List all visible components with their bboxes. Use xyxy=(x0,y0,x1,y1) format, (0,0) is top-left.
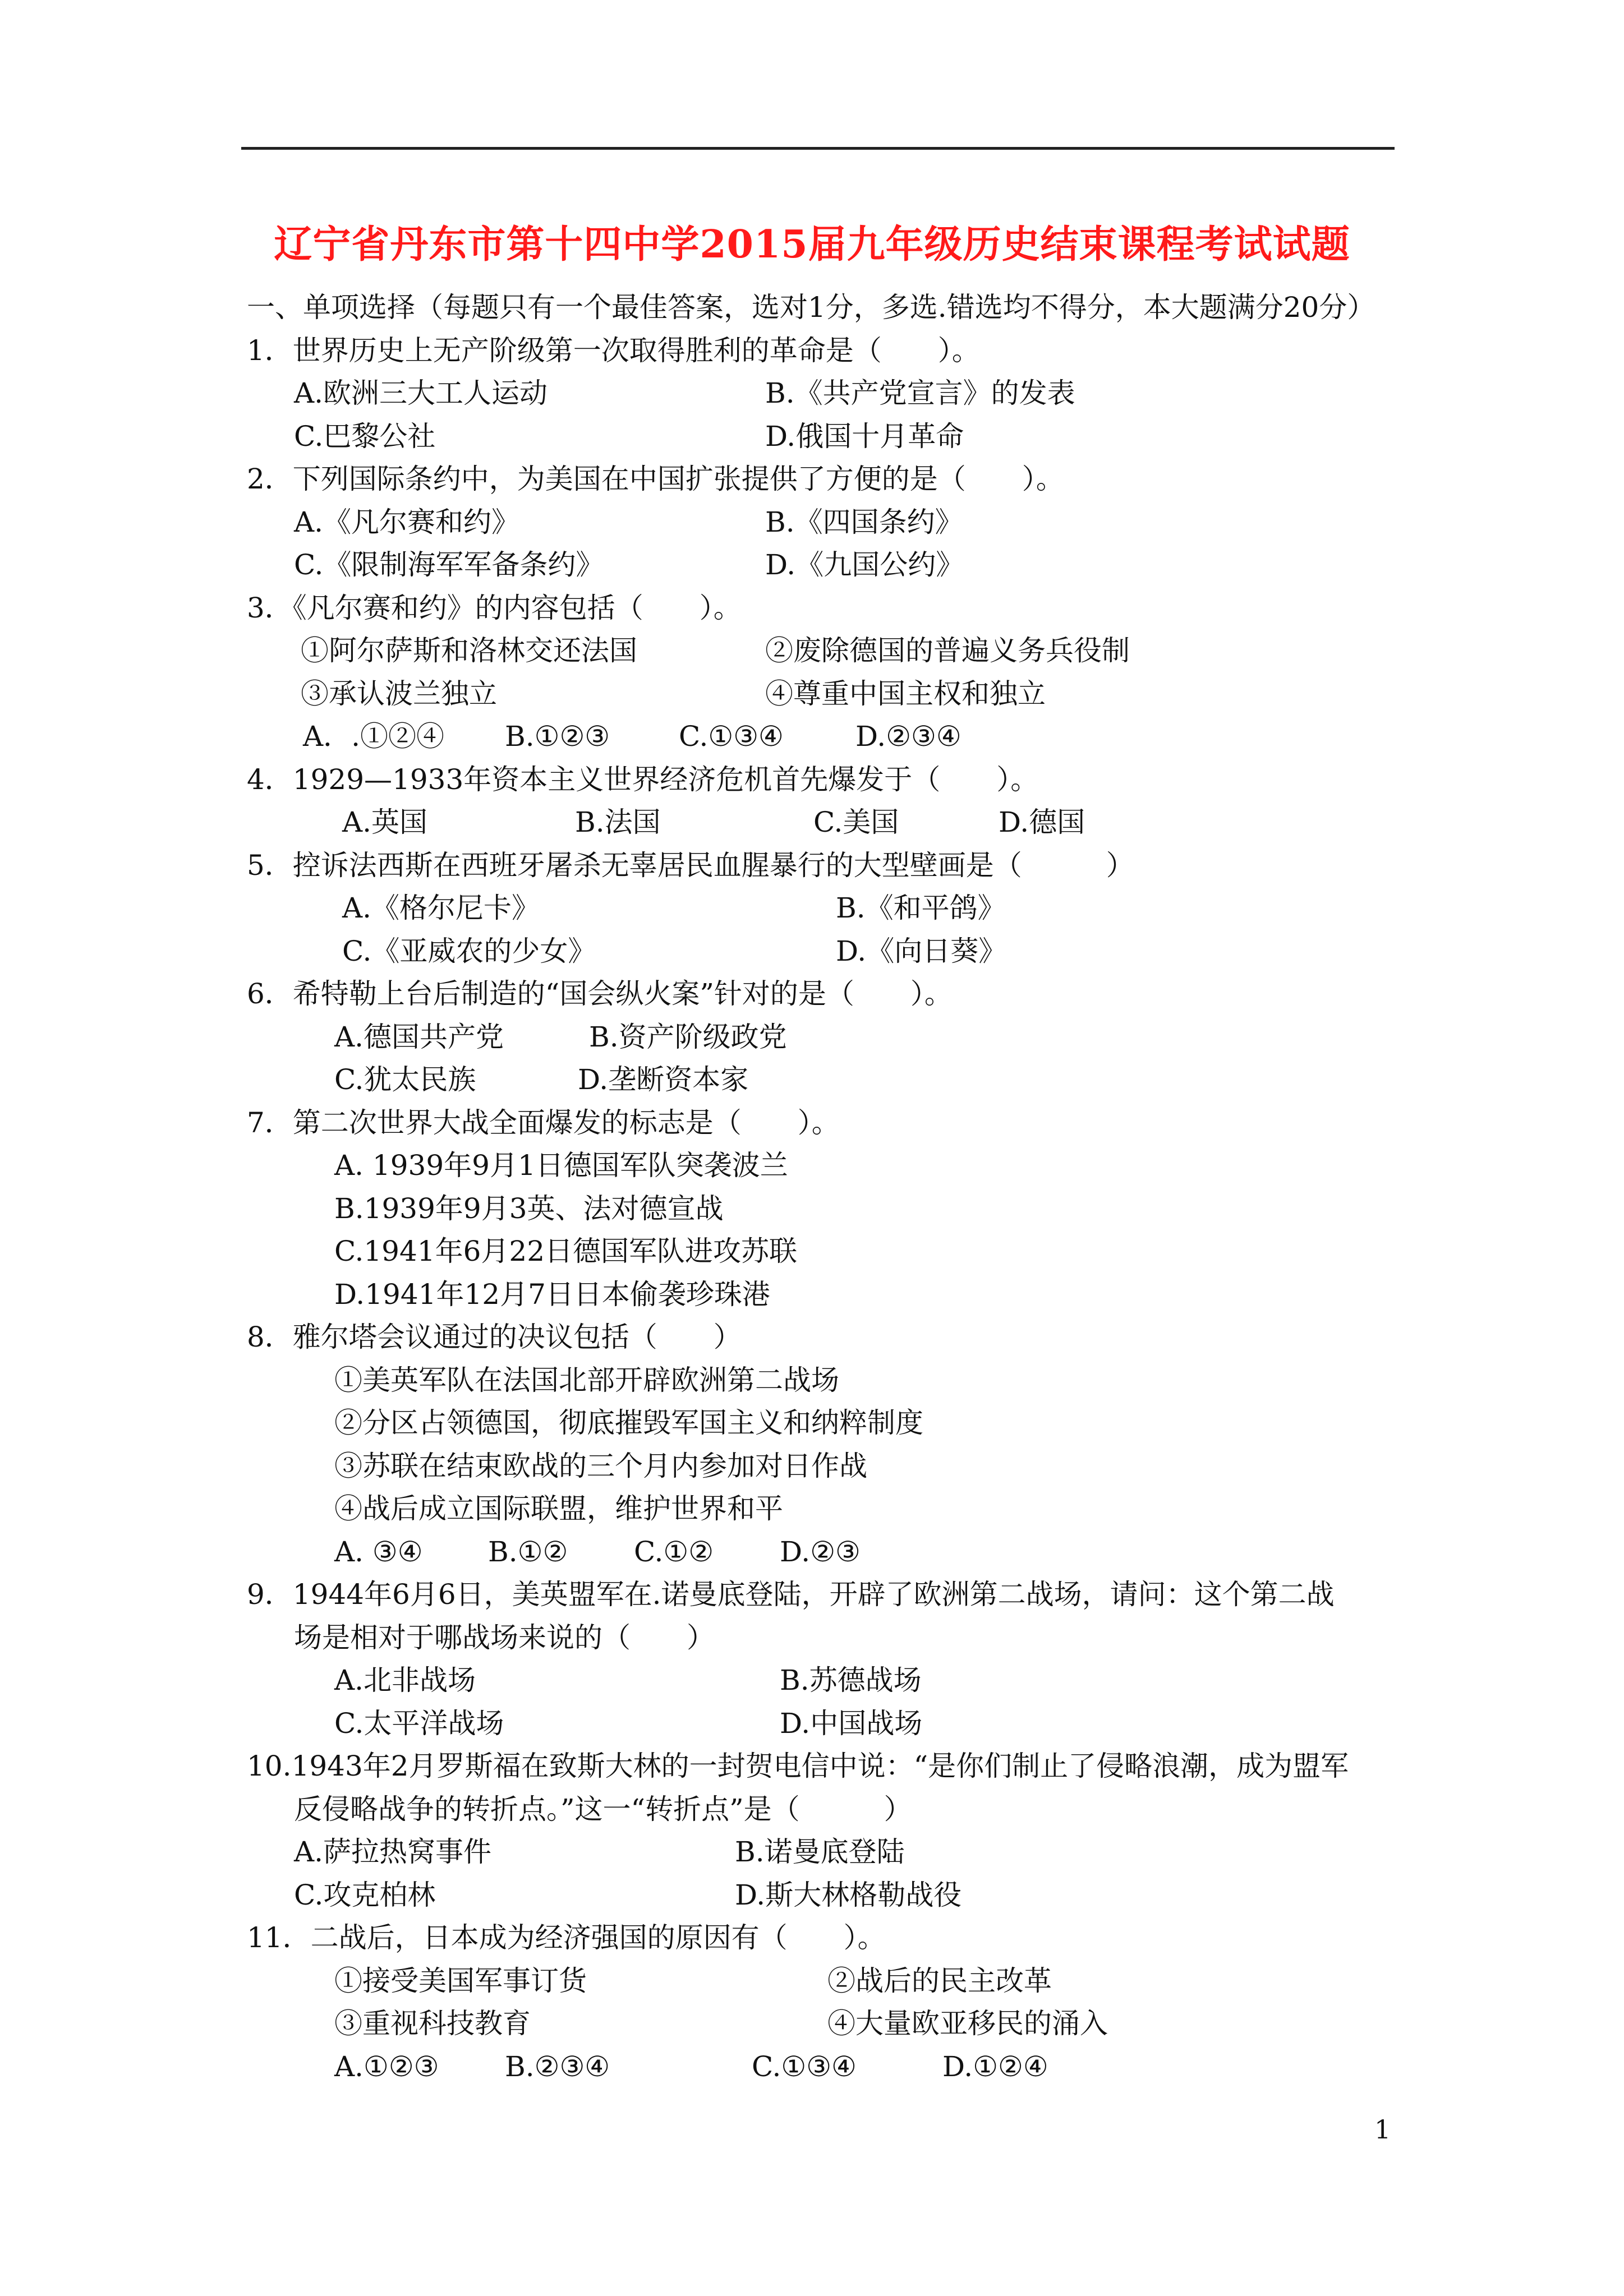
item-4: ④战后成立国际联盟，维护世界和平 xyxy=(334,1492,783,1525)
page-number: 1 xyxy=(1374,2114,1391,2145)
q8-item-3 xyxy=(247,1445,1402,1488)
option-b: B.《共产党宣言》的发表 xyxy=(765,377,1075,409)
option-c: C.攻克柏林 xyxy=(294,1878,436,1911)
q5-options xyxy=(247,887,1402,930)
option-a: A.《格尔尼卡》 xyxy=(342,892,540,924)
q10-options-2 xyxy=(247,1874,1402,1917)
item-2: ②废除德国的普遍义务兵役制 xyxy=(765,634,1130,667)
option-d: D.②③ xyxy=(780,1535,861,1568)
q8-stem: 8．雅尔塔会议通过的决议包括（ ） xyxy=(247,1321,742,1353)
q9-options-2 xyxy=(247,1702,1402,1745)
option-a: A.①②③ xyxy=(334,2050,439,2083)
option-c: C.《限制海军军备条约》 xyxy=(294,548,604,581)
q3-options xyxy=(247,715,1402,758)
option-d: D.1941年12月7日日本偷袭珍珠港 xyxy=(334,1278,770,1311)
item-2: ②分区占领德国，彻底摧毁军国主义和纳粹制度 xyxy=(334,1407,923,1439)
page-title: 辽宁省丹东市第十四中学2015届九年级历史结束课程考试试题 xyxy=(274,222,1350,267)
q8-item-1 xyxy=(247,1359,1402,1402)
option-d: D.垄断资本家 xyxy=(578,1063,749,1096)
q3-items xyxy=(247,629,1402,672)
option-d: D.②③④ xyxy=(855,720,961,753)
option-c: C.《亚威农的少女》 xyxy=(342,934,596,967)
q5-stem: 5．控诉法西斯在西班牙屠杀无辜居民血腥暴行的大型壁画是（ ） xyxy=(247,849,1134,882)
q2-options-2 xyxy=(247,543,1402,587)
item-1: ①美英军队在法国北部开辟欧洲第二战场 xyxy=(334,1363,839,1396)
option-d: D.中国战场 xyxy=(780,1707,923,1740)
option-b: B.《四国条约》 xyxy=(765,505,963,538)
option-c: C.1941年6月22日德国军队进攻苏联 xyxy=(334,1235,798,1267)
stem-continuation: 反侵略战争的转折点。”这一“转折点”是（ ） xyxy=(294,1792,912,1825)
q3-items-2 xyxy=(247,672,1402,716)
option-a: A. 1939年9月1日德国军队突袭波兰 xyxy=(334,1149,788,1182)
q2-options xyxy=(247,501,1402,544)
option-c: C.①② xyxy=(634,1535,714,1568)
option-a: A.英国 xyxy=(342,806,428,838)
item-3: ③重视科技教育 xyxy=(334,2007,531,2040)
option-c: C.巴黎公社 xyxy=(294,419,436,453)
section-heading: 一、单项选择（每题只有一个最佳答案，选对1分，多选.错选均不得分，本大题满分20分） xyxy=(247,291,1375,324)
q10-stem: 10.1943年2月罗斯福在致斯大林的一封贺电信中说：“是你们制止了侵略浪潮，成为盟军 xyxy=(247,1750,1349,1782)
header-rule xyxy=(241,147,1395,150)
option-d: D.俄国十月革命 xyxy=(765,419,964,453)
option-d: D.德国 xyxy=(999,806,1085,838)
option-b: B.①②③ xyxy=(505,720,610,753)
question-list xyxy=(247,286,1402,2088)
q5-options-2 xyxy=(247,930,1402,973)
option-d: D.《九国公约》 xyxy=(765,548,964,581)
option-c: C.太平洋战场 xyxy=(334,1707,504,1740)
option-a: A.《凡尔赛和约》 xyxy=(294,505,520,538)
item-1: ①接受美国军事订货 xyxy=(334,1964,587,1997)
q4-stem: 4．1929—1933年资本主义世界经济危机首先爆发于（ ）。 xyxy=(247,763,1039,796)
option-d: D.《向日葵》 xyxy=(836,934,1007,967)
option-b: B.1939年9月3英、法对德宣战 xyxy=(334,1192,724,1225)
option-b: B.诺曼底登陆 xyxy=(735,1836,905,1868)
q9-stem: 9．1944年6月6日，美英盟军在.诺曼底登陆，开辟了欧洲第二战场，请问：这个第二战 xyxy=(247,1578,1335,1611)
q11-items-2 xyxy=(247,2002,1402,2045)
option-a: A.萨拉热窝事件 xyxy=(294,1836,492,1868)
item-4: ④尊重中国主权和独立 xyxy=(765,677,1046,710)
option-a: A. ③④ xyxy=(334,1535,423,1568)
q7-option-d xyxy=(247,1273,1402,1316)
q11-items xyxy=(247,1960,1402,2003)
q10-stem-2 xyxy=(247,1788,1402,1831)
option-d: D.斯大林格勒战役 xyxy=(735,1878,962,1911)
q6-stem: 6．希特勒上台后制造的“国会纵火案”针对的是（ ）。 xyxy=(247,978,953,1010)
q8-item-4 xyxy=(247,1487,1402,1530)
option-a: A.欧洲三大工人运动 xyxy=(294,377,548,409)
q6-options xyxy=(247,1016,1402,1059)
item-1: ①阿尔萨斯和洛林交还法国 xyxy=(301,634,637,667)
q6-options-2 xyxy=(247,1058,1402,1101)
item-4: ④大量欧亚移民的涌入 xyxy=(827,2007,1108,2040)
option-c: C.①③④ xyxy=(679,720,784,753)
q2-stem: 2．下列国际条约中，为美国在中国扩张提供了方便的是（ ）。 xyxy=(247,463,1064,495)
option-c: C.①③④ xyxy=(752,2050,857,2083)
item-3: ③承认波兰独立 xyxy=(301,677,497,710)
q9-stem-2 xyxy=(247,1616,1402,1659)
option-a: A．.①②④ xyxy=(303,720,445,753)
q11-options xyxy=(247,2045,1402,2088)
option-b: B.资产阶级政党 xyxy=(589,1020,787,1053)
q8-options xyxy=(247,1530,1402,1574)
option-d: D.①②④ xyxy=(942,2050,1048,2083)
q7-option-c xyxy=(247,1230,1402,1273)
option-b: B.①② xyxy=(488,1535,568,1568)
item-3: ③苏联在结束欧战的三个月内参加对日作战 xyxy=(334,1449,867,1482)
q4-options xyxy=(247,801,1402,844)
option-a: A.北非战场 xyxy=(334,1664,476,1696)
option-b: B.《和平鸽》 xyxy=(836,892,1006,924)
stem-continuation: 场是相对于哪战场来说的（ ） xyxy=(294,1621,715,1654)
q3-stem: 3．《凡尔赛和约》的内容包括（ ）。 xyxy=(247,591,742,624)
q8-item-2 xyxy=(247,1401,1402,1445)
q1-stem: 1．世界历史上无产阶级第一次取得胜利的革命是（ ）。 xyxy=(247,334,980,367)
item-2: ②战后的民主改革 xyxy=(827,1964,1052,1997)
q9-options xyxy=(247,1659,1402,1702)
q1-options-2 xyxy=(247,415,1402,458)
option-c: C.犹太民族 xyxy=(334,1063,476,1096)
option-b: B.②③④ xyxy=(505,2050,610,2083)
q7-stem: 7．第二次世界大战全面爆发的标志是（ ）。 xyxy=(247,1106,840,1139)
q10-options xyxy=(247,1831,1402,1874)
option-b: B.苏德战场 xyxy=(780,1664,922,1696)
q7-option-a xyxy=(247,1144,1402,1187)
q7-option-b xyxy=(247,1187,1402,1230)
option-b: B.法国 xyxy=(575,806,661,838)
q11-stem: 11．二战后，日本成为经济强国的原因有（ ）。 xyxy=(247,1921,886,1954)
option-c: C.美国 xyxy=(813,806,899,838)
option-a: A.德国共产党 xyxy=(334,1020,504,1053)
q1-options xyxy=(247,372,1402,415)
